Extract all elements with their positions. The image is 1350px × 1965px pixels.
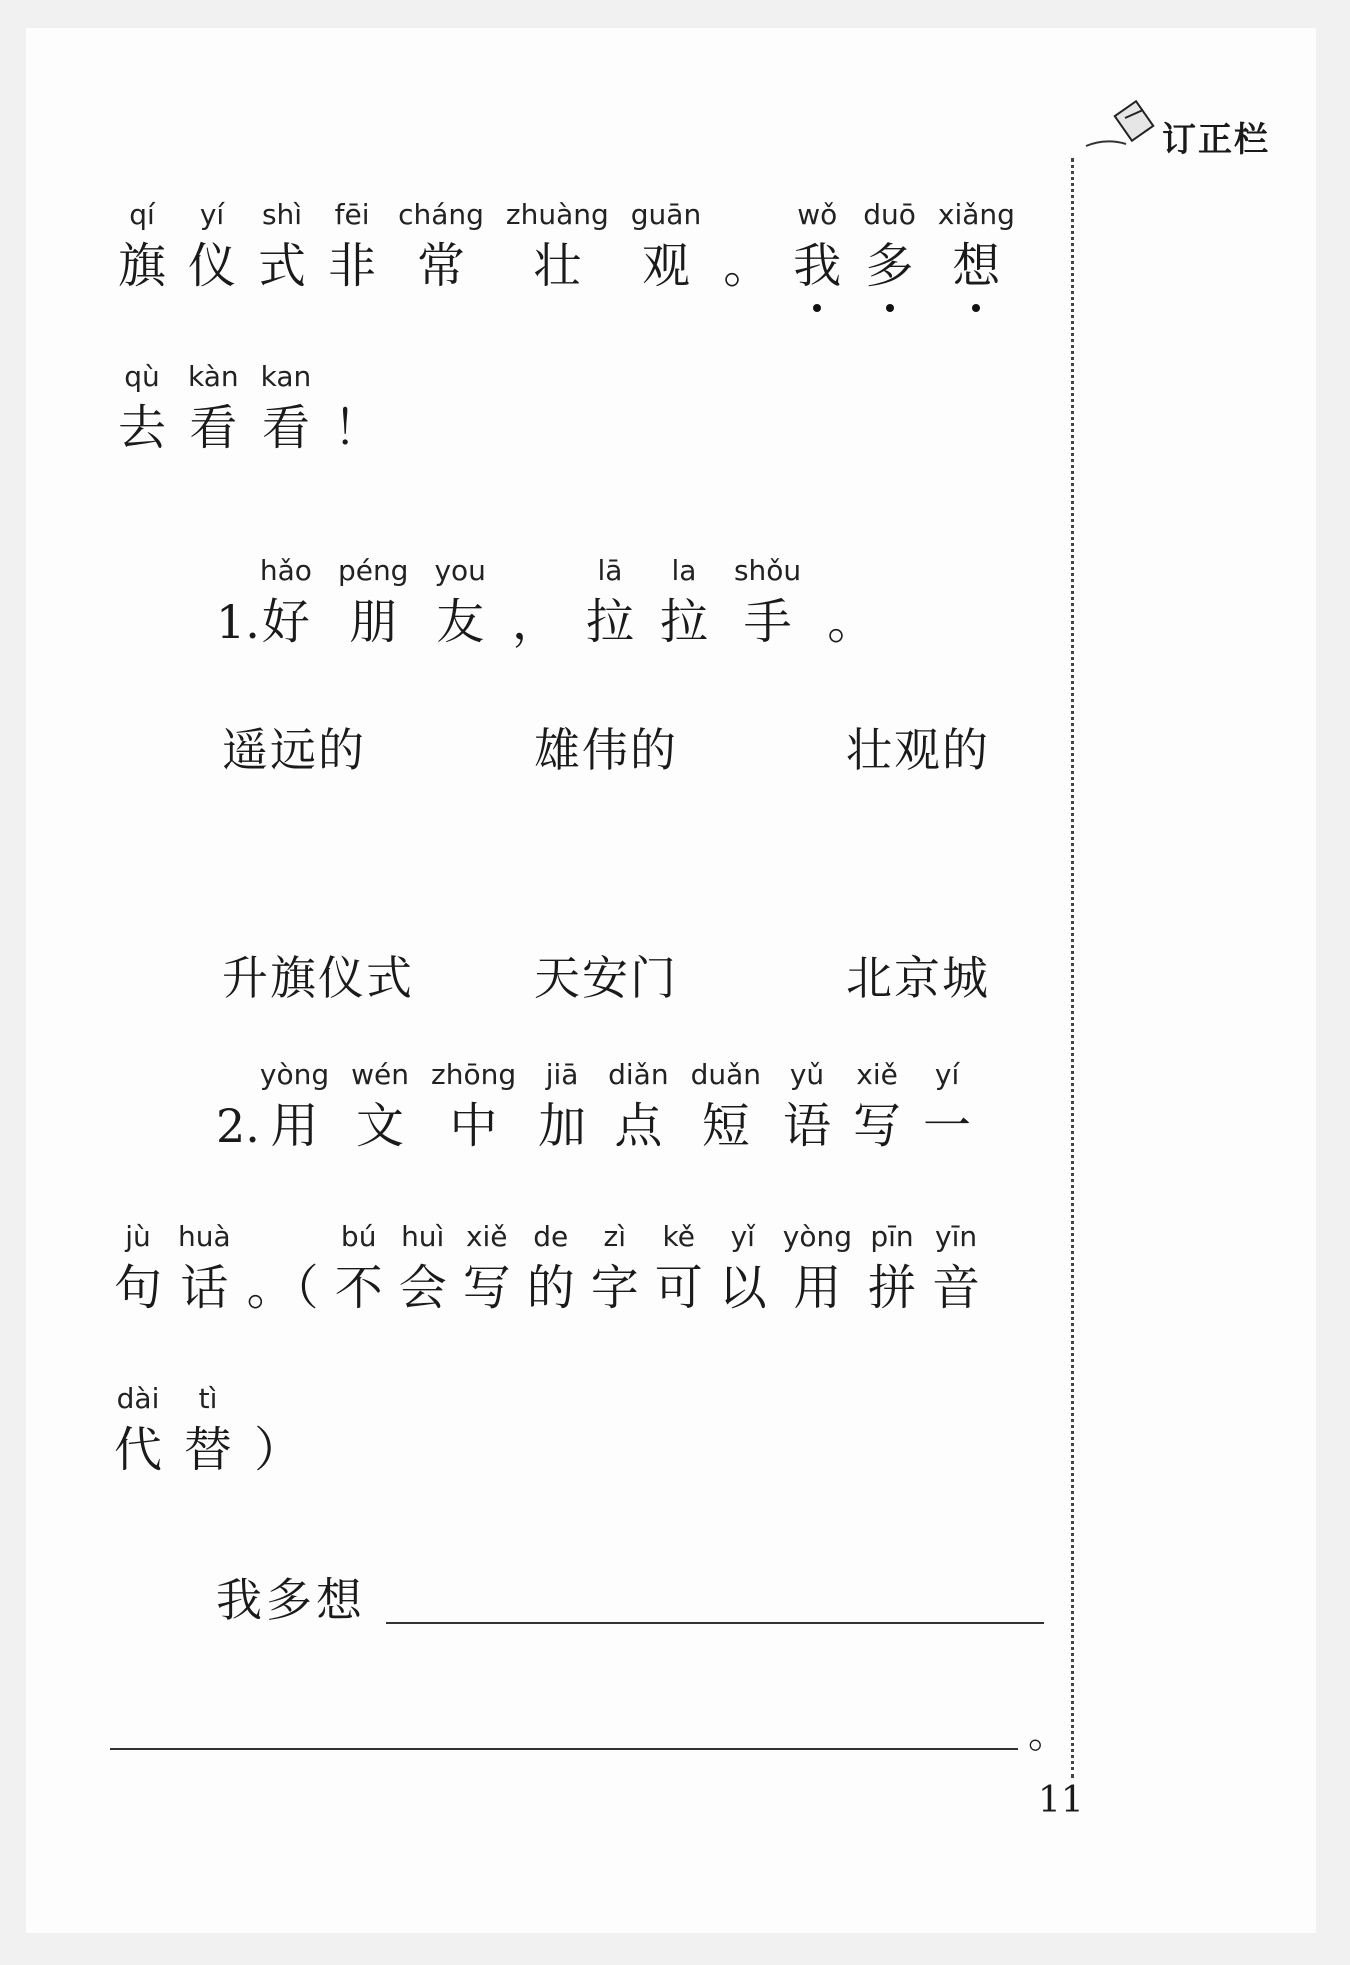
hanzi: 音 [932,1260,981,1316]
char-cell [660,552,708,654]
char-cell [506,196,609,298]
emphasis-dot [972,304,980,312]
pinyin: xiǎng [937,198,1015,231]
pencil-icon [1081,88,1161,158]
pinyin: huì [401,1220,445,1253]
char-cell [853,1056,901,1158]
char-cell [923,1056,971,1158]
hanzi: 的 [526,1260,575,1316]
char-cell [783,1218,852,1320]
hanzi: 看 [261,400,310,456]
correction-column-title: 订正栏 [1162,120,1270,160]
pinyin: guān [630,198,702,231]
hanzi: 会 [398,1260,447,1316]
pinyin: fēi [334,198,370,231]
passage-line-1 [118,196,1037,298]
hanzi: 壮 [533,238,582,294]
char-cell [258,196,306,298]
pinyin: shǒu [733,554,802,587]
hanzi: 用 [270,1098,319,1154]
char-cell [247,1218,319,1320]
pinyin: wǒ [797,198,838,231]
pinyin: lā [597,554,623,587]
answer-end-mark: 。 [1028,1711,1068,1757]
char-cell [608,1056,668,1158]
char-cell [114,1380,162,1482]
hanzi: 朋 [349,594,398,650]
hanzi: 。（ [246,1260,319,1316]
hanzi: 语 [783,1098,832,1154]
hanzi: 想 [952,234,1000,298]
pinyin: diǎn [608,1058,669,1091]
hanzi: 中 [449,1098,498,1154]
pinyin: zhōng [431,1058,517,1091]
hanzi: 话 [180,1260,229,1316]
hanzi: 好 [261,594,310,650]
hanzi: 我 [793,234,841,298]
pinyin: péng [337,554,409,587]
pinyin: yí [199,198,225,231]
hanzi: 拉 [659,594,708,650]
pinyin: de [533,1220,569,1253]
pinyin: yòng [782,1220,853,1253]
pinyin: hǎo [259,554,312,587]
pinyin: yǔ [789,1058,825,1091]
pinyin: kan [260,360,312,393]
char-cell [399,1218,447,1320]
pinyin: cháng [398,198,484,231]
hanzi: 拉 [585,594,634,650]
char-cell [260,552,312,654]
char-cell [827,552,875,654]
char-cell [691,1056,761,1158]
hanzi: 多 [866,234,914,298]
char-cell [261,358,312,460]
char-cell [538,1056,586,1158]
char-cell [434,552,485,654]
hanzi: 式 [258,238,307,294]
pinyin: jiā [545,1058,579,1091]
hanzi: 。 [723,238,772,294]
pinyin: yīn [935,1220,978,1253]
workbook-page [26,28,1316,1933]
hanzi: 一 [923,1098,972,1154]
char-cell [398,196,484,298]
pinyin: zhuàng [505,198,609,231]
hanzi: 友 [436,594,485,650]
hanzi: ） [254,1422,303,1478]
pinyin: wén [351,1058,409,1091]
question-2-number: 2. [216,1099,260,1153]
question-2-line-3 [114,1380,324,1482]
question-2-line-2 [114,1218,996,1320]
hanzi: 替 [184,1422,233,1478]
answer-line-1[interactable] [386,1622,1044,1624]
word-beijingcheng[interactable]: 北京城 [846,951,990,1005]
pinyin: qù [124,360,160,393]
char-cell [188,196,236,298]
word-zhuangguan[interactable]: 壮观的 [846,723,990,777]
hanzi: 常 [416,238,465,294]
char-cell [335,1218,383,1320]
pinyin: la [671,554,697,587]
hanzi: 点 [614,1098,663,1154]
char-cell [178,1218,231,1320]
char-cell [719,1218,767,1320]
pinyin: jù [125,1220,151,1253]
hanzi: 用 [793,1260,842,1316]
char-cell [586,552,634,654]
pinyin: you [434,554,486,587]
char-cell [938,196,1015,298]
question-1 [216,552,901,654]
word-xiongwei[interactable]: 雄伟的 [534,723,678,777]
word-shengqi-yishi[interactable]: 升旗仪式 [222,951,414,1005]
char-cell [723,196,771,298]
question-2-line-1 [216,1056,993,1158]
char-cell [431,1056,516,1158]
hanzi: 可 [654,1260,703,1316]
hanzi: 观 [641,238,690,294]
char-cell [868,1218,916,1320]
char-cell [260,1056,329,1158]
char-cell [328,196,376,298]
correction-column-divider [1071,158,1074,1778]
pinyin: pīn [870,1220,914,1253]
pinyin: qí [129,198,155,231]
hanzi: 写 [462,1260,511,1316]
hanzi: 以 [718,1260,767,1316]
pinyin: xiě [465,1220,508,1253]
pinyin: dài [116,1382,160,1415]
pinyin: xiě [856,1058,898,1091]
char-cell [184,1380,232,1482]
word-tiananmen[interactable]: 天安门 [534,951,678,1005]
char-cell [118,196,166,298]
char-cell [118,358,166,460]
hanzi: 句 [114,1260,163,1316]
hanzi: 手 [743,594,792,650]
question-1-number: 1. [216,595,260,649]
char-cell [734,552,801,654]
char-cell [254,1380,302,1482]
char-cell [655,1218,703,1320]
char-cell [527,1218,575,1320]
pinyin: yǐ [730,1220,755,1253]
answer-prompt: 我多想 [216,1573,366,1627]
page-number: 11 [1038,1780,1084,1821]
char-cell [793,196,841,298]
pinyin: kě [662,1220,695,1253]
char-cell [591,1218,639,1320]
pinyin: yí [934,1058,960,1091]
char-cell [512,552,560,654]
emphasis-dot [886,304,894,312]
hanzi: 字 [590,1260,639,1316]
hanzi: 去 [118,400,167,456]
hanzi: 不 [334,1260,383,1316]
emphasis-dot [813,304,821,312]
char-cell [631,196,701,298]
char-cell [351,1056,409,1158]
char-cell [932,1218,980,1320]
pinyin: huà [178,1220,231,1253]
pinyin: yòng [259,1058,330,1091]
char-cell [114,1218,162,1320]
pinyin: zì [603,1220,626,1253]
hanzi: 。 [827,594,876,650]
hanzi: 仪 [188,238,237,294]
char-cell [333,358,381,460]
word-yaoyuan[interactable]: 遥远的 [222,723,366,777]
hanzi: 文 [356,1098,405,1154]
char-cell [863,196,916,298]
char-cell [188,358,239,460]
hanzi: 旗 [118,238,167,294]
char-cell [463,1218,511,1320]
hanzi: ， [511,594,560,650]
pinyin: duō [863,198,916,231]
hanzi: 代 [114,1422,163,1478]
hanzi: ！ [333,400,382,456]
hanzi: 加 [538,1098,587,1154]
hanzi: 写 [853,1098,902,1154]
char-cell [338,552,409,654]
char-cell [783,1056,831,1158]
hanzi: 非 [328,238,377,294]
pinyin: bú [340,1220,377,1253]
hanzi: 看 [189,400,238,456]
pinyin: kàn [188,360,239,393]
pinyin: duǎn [690,1058,762,1091]
hanzi: 短 [701,1098,750,1154]
passage-line-2 [118,358,403,460]
pinyin: tì [198,1382,218,1415]
answer-line-2[interactable] [110,1748,1018,1750]
pinyin: shì [261,198,303,231]
hanzi: 拼 [868,1260,917,1316]
